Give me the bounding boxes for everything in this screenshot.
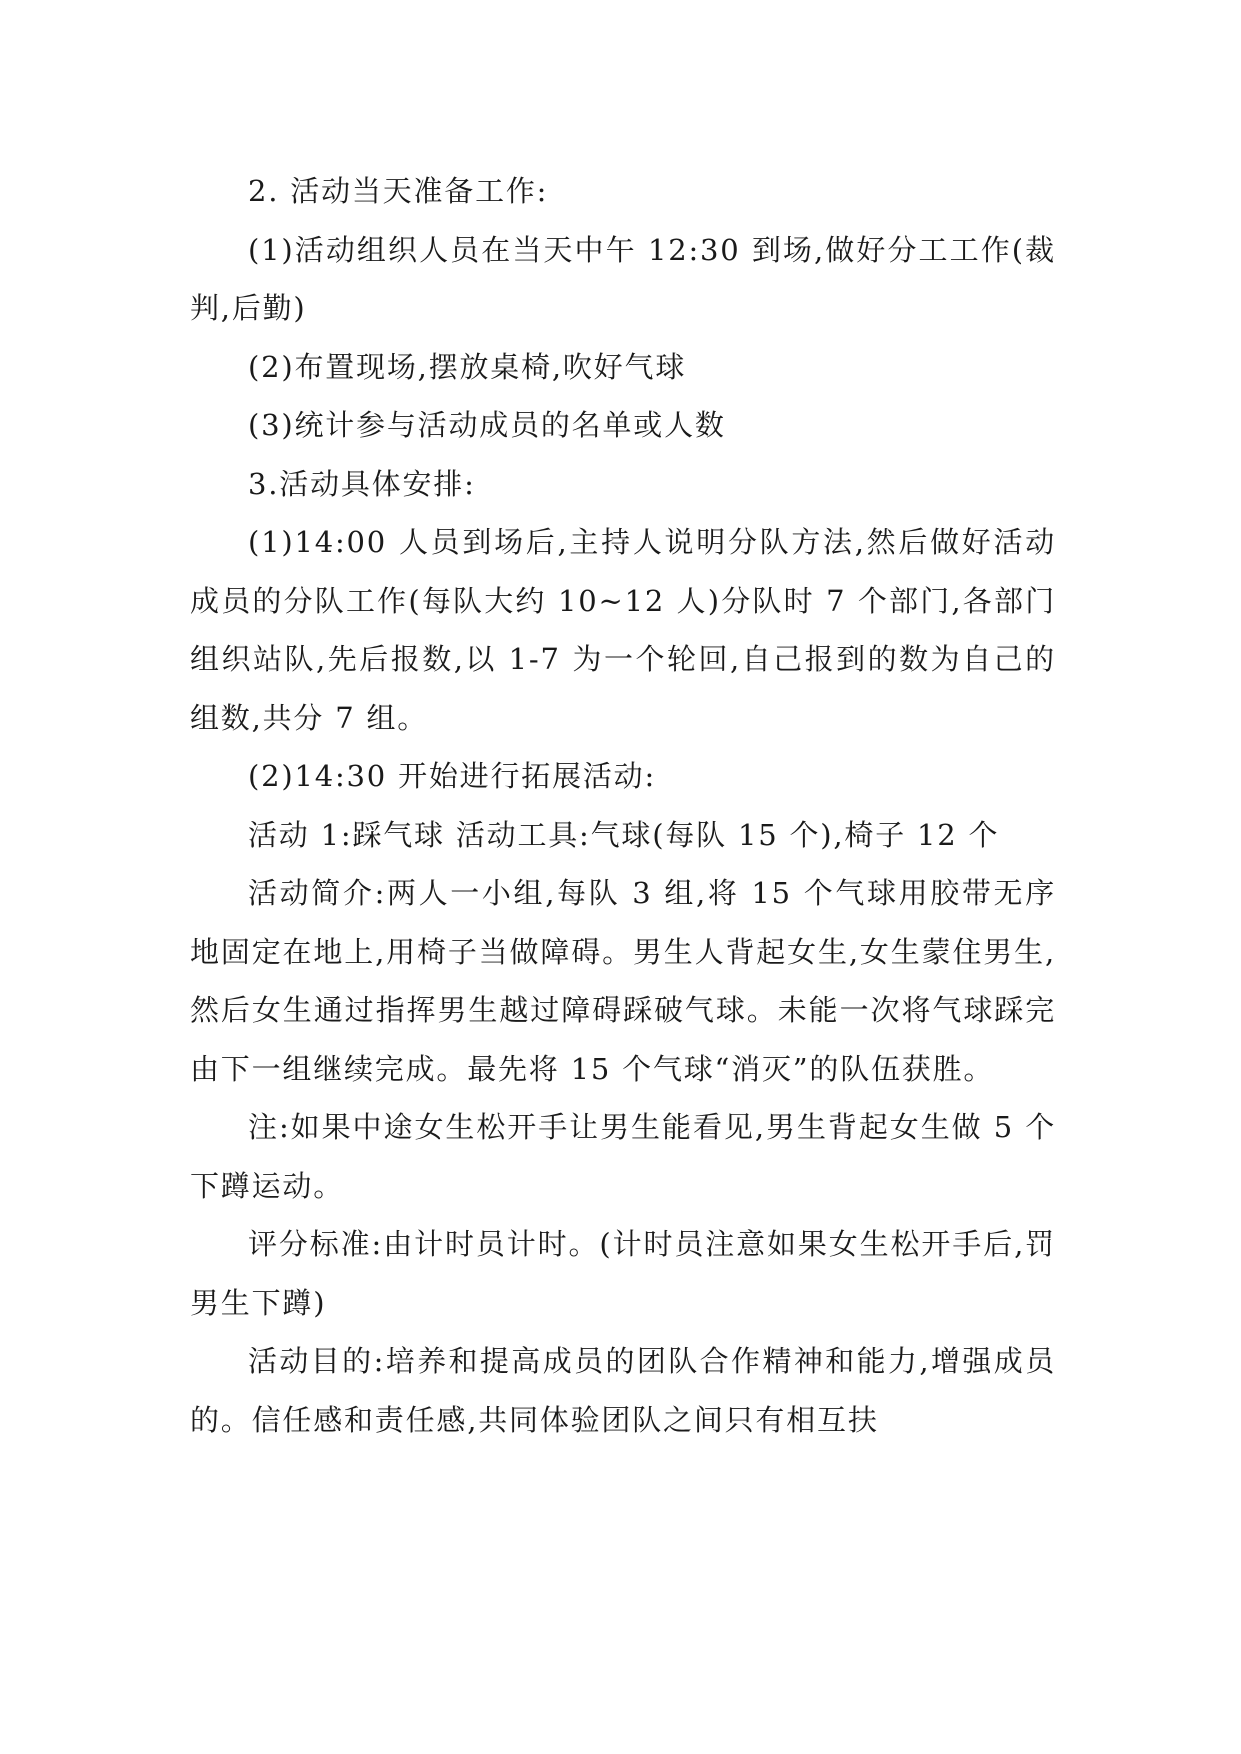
paragraph-team-division: (1)14:00 人员到场后,主持人说明分队方法,然后做好活动成员的分队工作(每队大约 10~12 人)分队时 7 个部门,各部门组织站队,先后报数,以 1-7 为一个轮回,自己报到的数为自己的组数,共分 7 组。 — [190, 525, 1056, 735]
paragraph-scoring-standard: 评分标准:由计时员计时。(计时员注意如果女生松开手后,罚男生下蹲) — [190, 1227, 1056, 1320]
document-body — [190, 162, 1056, 1449]
paragraph-activity-one-tools: 活动 1:踩气球 活动工具:气球(每队 15 个),椅子 12 个 — [248, 817, 1000, 852]
paragraph-count-participants: (3)统计参与活动成员的名单或人数 — [248, 408, 726, 442]
paragraph-organizers-arrive: (1)活动组织人员在当天中午 12:30 到场,做好分工工作(裁判,后勤) — [190, 232, 1056, 325]
paragraph-arrange-venue: (2)布置现场,摆放桌椅,吹好气球 — [248, 349, 687, 384]
paragraph-day-preparation-heading: 2. 活动当天准备工作: — [248, 174, 549, 208]
paragraph-activity-description: 活动简介:两人一小组,每队 3 组,将 15 个气球用胶带无序地固定在地上,用椅子当做障碍。男生人背起女生,女生蒙住男生,然后女生通过指挥男生越过障碍踩破气球。未能一次将气球踩完由下一组继续完成。最先将 15 个气球“消灭”的队伍获胜。 — [190, 876, 1056, 1086]
paragraph-note: 注:如果中途女生松开手让男生能看见,男生背起女生做 5 个下蹲运动。 — [190, 1110, 1056, 1203]
paragraph-activity-purpose: 活动目的:培养和提高成员的团队合作精神和能力,增强成员的。信任感和责任感,共同体验团队之间只有相互扶 — [190, 1344, 1056, 1437]
paragraph-start-activities: (2)14:30 开始进行拓展活动: — [248, 759, 657, 793]
paragraph-schedule-heading: 3.活动具体安排: — [248, 466, 476, 501]
